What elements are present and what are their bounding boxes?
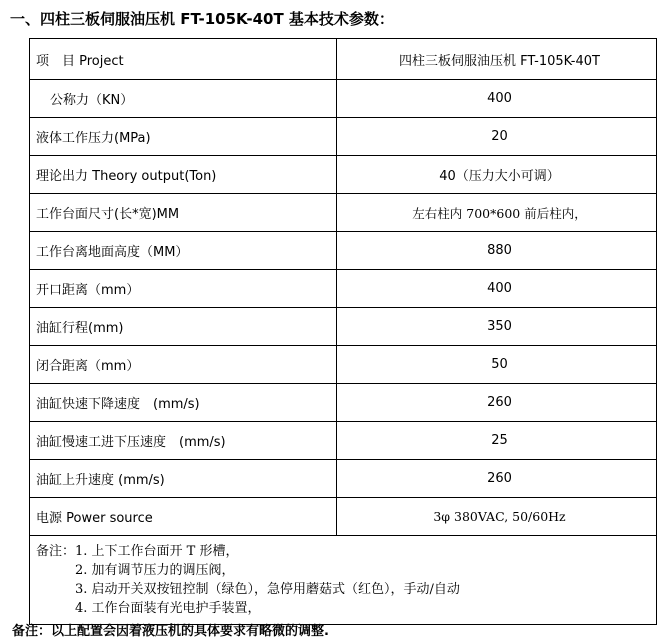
param-theory-output: 理论出力 Theory output(Ton)	[30, 156, 337, 194]
section-heading: 一、四柱三板伺服油压机 FT-105K-40T 基本技术参数：	[10, 10, 394, 28]
table-row	[30, 460, 657, 498]
param-nominal-force: 公称力（KN）	[30, 80, 337, 118]
table-row	[30, 308, 657, 346]
table-row	[30, 422, 657, 460]
table-header-row	[30, 39, 657, 80]
remarks-item: 1. 上下工作台面开 T 形槽，	[75, 544, 239, 559]
table-row	[30, 194, 657, 232]
table-row	[30, 498, 657, 536]
value-column-header: 四柱三板伺服油压机 FT-105K-40T	[337, 39, 657, 80]
remarks-item: 3. 启动开关双按钮控制（绿色），急停用蘑菇式（红色），手动/自动	[75, 582, 460, 597]
remarks-list	[75, 542, 656, 618]
value-cylinder-stroke: 350	[337, 308, 657, 346]
value-power-source: 3φ 380VAC, 50/60Hz	[337, 498, 657, 536]
value-opening-distance: 400	[337, 270, 657, 308]
value-table-height: 880	[337, 232, 657, 270]
table-row	[30, 118, 657, 156]
footnote: 备注：以上配置会因着液压机的具体要求有略微的调整.	[12, 624, 329, 639]
param-table-height: 工作台离地面高度（MM）	[30, 232, 337, 270]
value-working-pressure: 20	[337, 118, 657, 156]
value-closing-distance: 50	[337, 346, 657, 384]
value-table-size: 左右柱内 700*600 前后柱内，	[337, 194, 657, 232]
table-row	[30, 270, 657, 308]
value-theory-output: 40（压力大小可调）	[337, 156, 657, 194]
table-row	[30, 232, 657, 270]
table-row	[30, 80, 657, 118]
param-working-pressure: 液体工作压力(MPa)	[30, 118, 337, 156]
param-slow-press-speed: 油缸慢速工进下压速度 (mm/s)	[30, 422, 337, 460]
param-fast-descent-speed: 油缸快速下降速度 (mm/s)	[30, 384, 337, 422]
value-fast-descent-speed: 260	[337, 384, 657, 422]
remarks-cell	[30, 536, 657, 625]
value-ascent-speed: 260	[337, 460, 657, 498]
param-column-header: 项 目 Project	[30, 39, 337, 80]
table-row	[30, 346, 657, 384]
param-closing-distance: 闭合距离（mm）	[30, 346, 337, 384]
spec-table	[29, 38, 657, 625]
value-slow-press-speed: 25	[337, 422, 657, 460]
remarks-item: 2. 加有调节压力的调压阀，	[75, 563, 235, 578]
param-table-size: 工作台面尺寸(长*宽)MM	[30, 194, 337, 232]
remarks-item: 4. 工作台面装有光电护手装置，	[75, 601, 261, 616]
remarks-label: 备注：	[36, 544, 76, 559]
param-opening-distance: 开口距离（mm）	[30, 270, 337, 308]
remarks-row	[30, 536, 657, 625]
param-power-source: 电源 Power source	[30, 498, 337, 536]
param-ascent-speed: 油缸上升速度 (mm/s)	[30, 460, 337, 498]
value-nominal-force: 400	[337, 80, 657, 118]
table-row	[30, 156, 657, 194]
param-cylinder-stroke: 油缸行程(mm)	[30, 308, 337, 346]
table-row	[30, 384, 657, 422]
